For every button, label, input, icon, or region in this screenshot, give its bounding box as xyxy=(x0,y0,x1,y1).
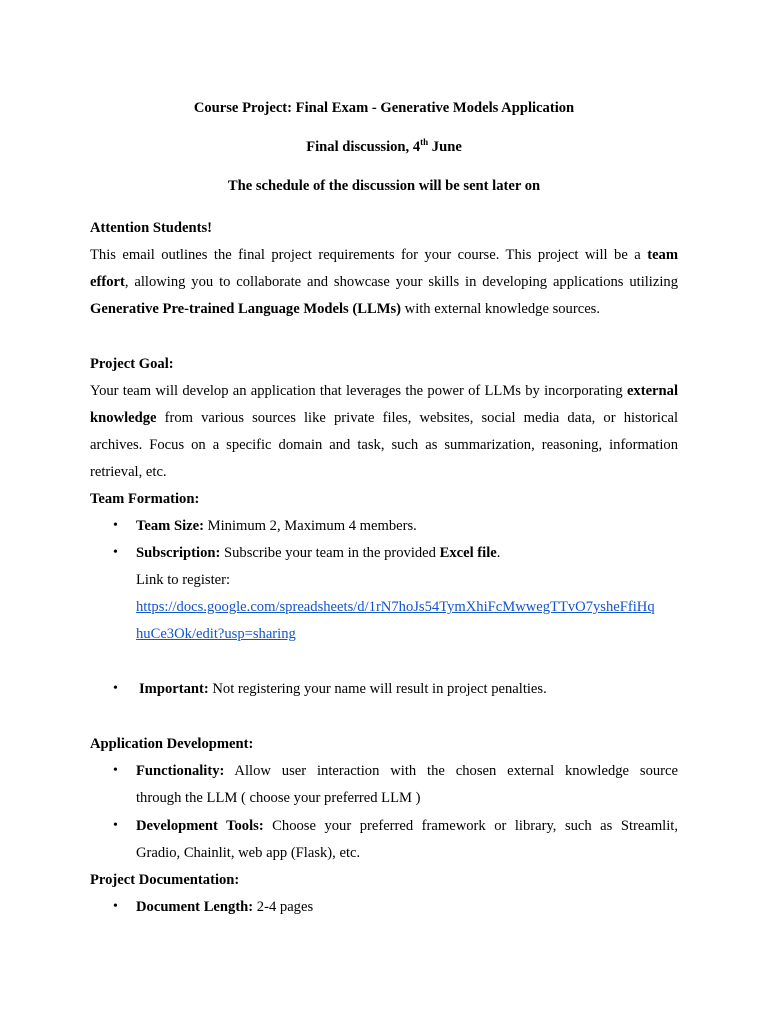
goal-heading: Project Goal: xyxy=(90,356,174,372)
doc-length-item: Document Length: 2-4 pages xyxy=(136,899,314,915)
discussion-date: Final discussion, 4th June xyxy=(306,137,462,155)
functionality-item: Functionality: Allow user interaction with the chosen external knowledge source xyxy=(136,763,678,779)
bullet-icon: • xyxy=(113,899,118,914)
team-heading: Team Formation: xyxy=(90,491,200,507)
schedule-note: The schedule of the discussion will be sent later on xyxy=(227,178,541,194)
important-item: Important: Not registering your name will result in project penalties. xyxy=(139,681,547,697)
functionality-item-cont: through the LLM ( choose your preferred LLM ) xyxy=(136,790,421,806)
bullet-icon: • xyxy=(113,545,118,560)
dev-heading: Application Development: xyxy=(90,736,254,752)
attention-heading: Attention Students! xyxy=(90,220,213,236)
bullet-icon: • xyxy=(113,518,118,533)
subscription-item: Subscription: Subscribe your team in the provided Excel file. xyxy=(136,545,501,561)
tools-item: Development Tools: Choose your preferred framework or library, such as Streamlit, xyxy=(136,818,678,834)
register-link-line-2[interactable]: huCe3Ok/edit?usp=sharing xyxy=(136,626,296,642)
goal-line-3: archives. Focus on a specific domain and task, such as summarization, reasoning, information xyxy=(90,437,678,453)
register-link[interactable] xyxy=(136,598,678,616)
team-size-item: Team Size: Minimum 2, Maximum 4 members. xyxy=(136,518,417,534)
page-title: Course Project: Final Exam - Generative Models Application xyxy=(193,100,575,116)
goal-line-2: knowledge from various sources like private files, websites, social media data, or historical xyxy=(90,410,678,426)
goal-line-1: Your team will develop an application that leverages the power of LLMs by incorporating external xyxy=(90,383,678,399)
goal-line-4: retrieval, etc. xyxy=(90,464,167,480)
register-link-cont[interactable] xyxy=(136,625,678,643)
intro-line-1: This email outlines the final project requirements for your course. This project will be a team xyxy=(90,247,678,263)
intro-line-3: Generative Pre-trained Language Models (LLMs) with external knowledge sources. xyxy=(90,301,600,317)
register-label: Link to register: xyxy=(136,572,231,588)
bullet-icon: • xyxy=(113,818,118,833)
bullet-icon: • xyxy=(113,763,118,778)
register-link-line-1[interactable]: https://docs.google.com/spreadsheets/d/1rN7hoJs54TymXhiFcMwwegTTvO7ysheFfiHq xyxy=(136,599,655,615)
docs-heading: Project Documentation: xyxy=(90,872,240,888)
intro-line-2: effort, allowing you to collaborate and showcase your skills in developing applications utilizing xyxy=(90,274,678,290)
bullet-icon: • xyxy=(113,681,118,696)
tools-item-cont: Gradio, Chainlit, web app (Flask), etc. xyxy=(136,845,361,861)
